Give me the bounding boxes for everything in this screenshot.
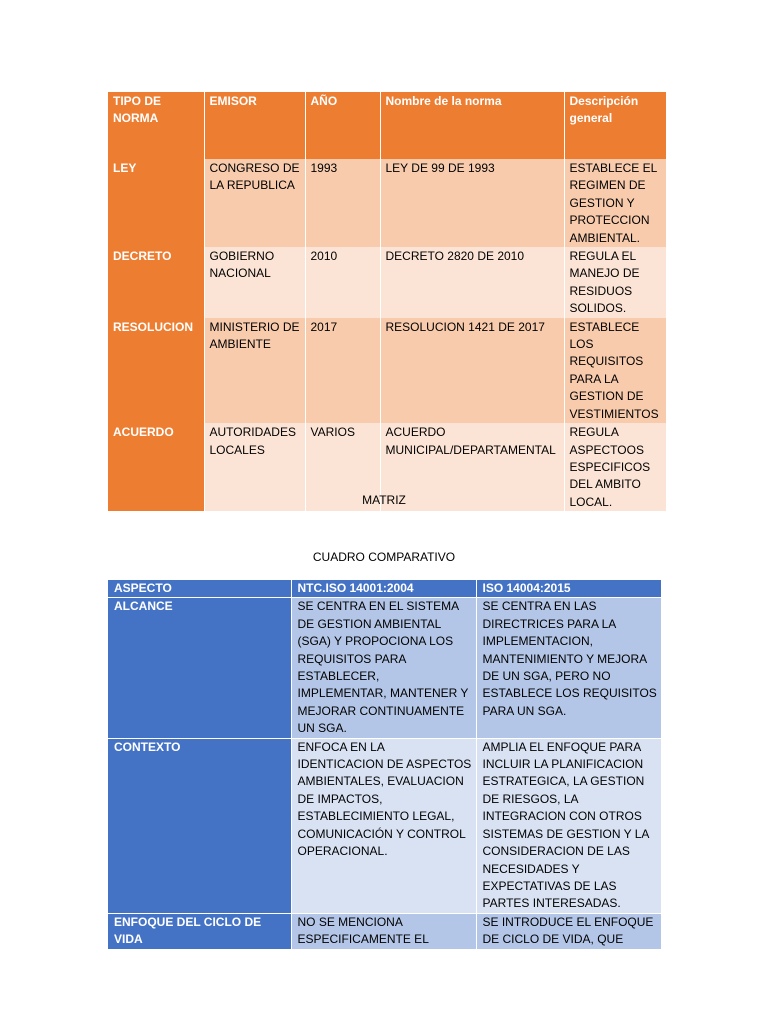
row-year: 2010 <box>305 247 380 318</box>
row-emisor: GOBIERNO NACIONAL <box>204 247 305 318</box>
row-description: ESTABLECE EL REGIMEN DE GESTION Y PROTECCION AMBIENTAL. <box>564 159 666 247</box>
header-tipo-norma: TIPO DE NORMA <box>108 92 204 159</box>
row-iso-14004-cell: SE INTRODUCE EL ENFOQUE DE CICLO DE VIDA, QUE <box>476 913 661 949</box>
row-type: ACUERDO <box>108 423 204 511</box>
row-emisor: MINISTERIO DE AMBIENTE <box>204 318 305 423</box>
header-nombre-norma: Nombre de la norma <box>380 92 564 159</box>
row-norm-name: RESOLUCION 1421 DE 2017 <box>380 318 564 423</box>
row-type: RESOLUCION <box>108 318 204 423</box>
table-row <box>108 738 661 913</box>
header-anio: AÑO <box>305 92 380 159</box>
row-emisor: AUTORIDADES LOCALES <box>204 423 305 511</box>
header-emisor: EMISOR <box>204 92 305 159</box>
table-header-row <box>108 580 661 598</box>
header-descripcion: Descripción general <box>564 92 666 159</box>
row-norm-name: ACUERDO MUNICIPAL/DEPARTAMENTAL <box>380 423 564 511</box>
row-iso-14001-cell: SE CENTRA EN EL SISTEMA DE GESTION AMBIENTAL (SGA) Y PROPOCIONA LOS REQUISITOS PARA ESTABLECER, IMPLEMENTAR, MANTENER Y MEJORAR CONTINUAMENTE UN SGA. <box>291 598 476 738</box>
table-row <box>108 318 666 423</box>
row-norm-name: LEY DE 99 DE 1993 <box>380 159 564 247</box>
row-type: DECRETO <box>108 247 204 318</box>
row-iso-14004-cell: AMPLIA EL ENFOQUE PARA INCLUIR LA PLANIFICACION ESTRATEGICA, LA GESTION DE RIESGOS, LA INTEGRACION CON OTROS SISTEMAS DE GESTION Y LA CONSIDERACION DE LAS NECESIDADES Y EXPECTATIVAS DE LAS PARTES INTERESADAS. <box>476 738 661 913</box>
table-row <box>108 598 661 738</box>
table-row <box>108 247 666 318</box>
row-year: 1993 <box>305 159 380 247</box>
header-iso-14001: NTC.ISO 14001:2004 <box>291 580 476 598</box>
row-iso-14004-cell: SE CENTRA EN LAS DIRECTRICES PARA LA IMPLEMENTACION, MANTENIMIENTO Y MEJORA DE UN SGA, PERO NO ESTABLECE LOS REQUISITOS PARA UN SGA. <box>476 598 661 738</box>
row-description: REGULA EL MANEJO DE RESIDUOS SOLIDOS. <box>564 247 666 318</box>
row-year: 2017 <box>305 318 380 423</box>
row-year: VARIOS <box>305 423 380 511</box>
table-row <box>108 159 666 247</box>
row-description: ESTABLECE LOS REQUISITOS PARA LA GESTION DE VESTIMIENTOS <box>564 318 666 423</box>
row-emisor: CONGRESO DE LA REPUBLICA <box>204 159 305 247</box>
header-aspecto: ASPECTO <box>108 580 291 598</box>
row-description: REGULA ASPECTOOS ESPECIFICOS DEL AMBITO LOCAL. <box>564 423 666 511</box>
table-row <box>108 913 661 949</box>
comparison-table <box>108 580 661 950</box>
row-type: LEY <box>108 159 204 247</box>
row-aspect: ALCANCE <box>108 598 291 738</box>
cuadro-comparativo-caption: CUADRO COMPARATIVO <box>312 550 456 564</box>
header-iso-14004: ISO 14004:2015 <box>476 580 661 598</box>
norm-matrix-table <box>108 92 666 511</box>
row-iso-14001-cell: NO SE MENCIONA ESPECIFICAMENTE EL <box>291 913 476 949</box>
row-aspect: CONTEXTO <box>108 738 291 913</box>
row-aspect: ENFOQUE DEL CICLO DE VIDA <box>108 913 291 949</box>
matriz-caption: MATRIZ <box>362 493 406 507</box>
row-norm-name: DECRETO 2820 DE 2010 <box>380 247 564 318</box>
row-iso-14001-cell: ENFOCA EN LA IDENTICACION DE ASPECTOS AMBIENTALES, EVALUACION DE IMPACTOS, ESTABLECIMIENTO LEGAL, COMUNICACIÓN Y CONTROL OPERACIONAL. <box>291 738 476 913</box>
table-header-row <box>108 92 666 159</box>
